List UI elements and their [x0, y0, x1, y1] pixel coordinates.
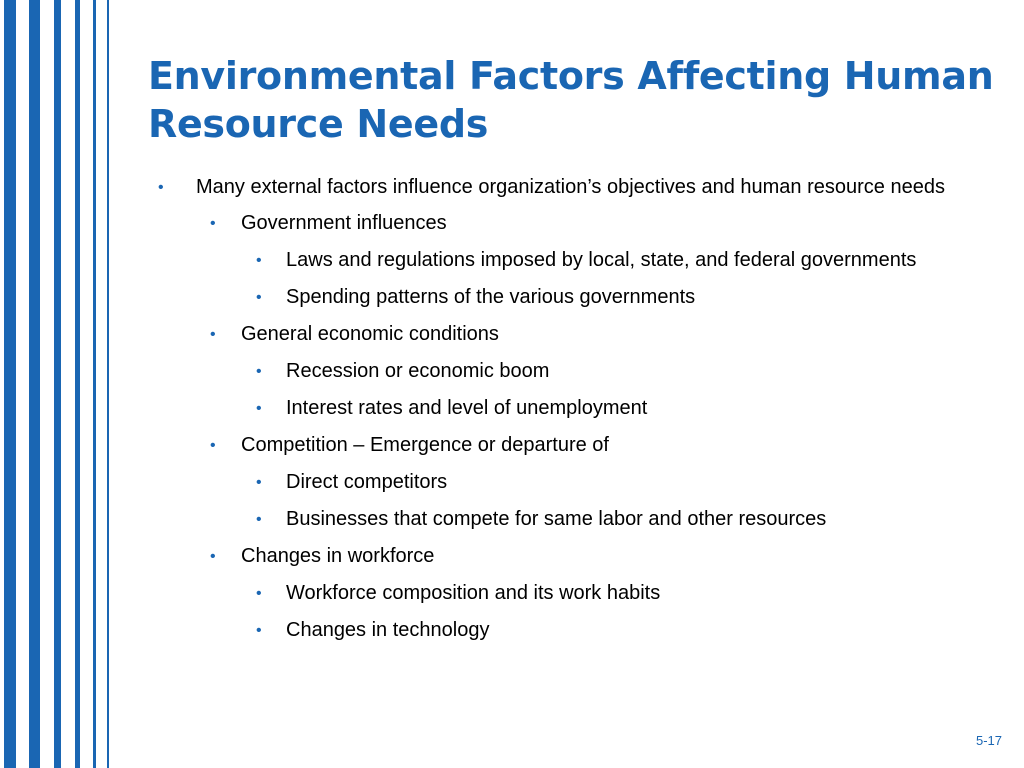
- bullet-text: Recession or economic boom: [286, 360, 550, 382]
- bullet-item: [155, 212, 955, 235]
- bullet-icon: •: [256, 289, 262, 306]
- bullet-text: Interest rates and level of unemployment: [286, 397, 648, 419]
- bullet-text: Laws and regulations imposed by local, state, and federal governments: [286, 249, 917, 271]
- bullet-item: [155, 508, 955, 531]
- slide-number: 5-17: [975, 733, 1002, 748]
- bullet-item: [155, 545, 955, 568]
- bullet-item: [155, 176, 955, 199]
- bullet-icon: •: [158, 179, 164, 196]
- bullet-item: [155, 471, 955, 494]
- bullet-item: [155, 360, 955, 383]
- bullet-text: Changes in technology: [286, 619, 490, 641]
- bullet-item: [155, 582, 955, 605]
- bullet-item: [155, 323, 955, 346]
- decorative-stripe: [29, 0, 40, 768]
- bullet-icon: •: [256, 622, 262, 639]
- bullet-list: [155, 176, 955, 656]
- bullet-item: [155, 286, 955, 309]
- bullet-text: Businesses that compete for same labor and other resources: [286, 508, 827, 530]
- decorative-stripe: [93, 0, 96, 768]
- slide-title: Environmental Factors Affecting Human Resource Needs: [148, 54, 994, 146]
- bullet-text: Government influences: [241, 212, 447, 234]
- bullet-text: Many external factors influence organization’s objectives and human resource needs: [196, 176, 945, 198]
- bullet-text: General economic conditions: [241, 323, 499, 345]
- bullet-icon: •: [210, 437, 216, 454]
- bullet-icon: •: [210, 326, 216, 343]
- bullet-text: Workforce composition and its work habits: [286, 582, 661, 604]
- bullet-icon: •: [256, 400, 262, 417]
- bullet-item: [155, 434, 955, 457]
- bullet-icon: •: [210, 215, 216, 232]
- decorative-stripe: [75, 0, 80, 768]
- bullet-icon: •: [256, 252, 262, 269]
- decorative-stripe: [54, 0, 61, 768]
- bullet-text: Direct competitors: [286, 471, 448, 493]
- bullet-item: [155, 619, 955, 642]
- bullet-icon: •: [256, 363, 262, 380]
- bullet-icon: •: [210, 548, 216, 565]
- decorative-stripe: [107, 0, 109, 768]
- bullet-text: Competition – Emergence or departure of: [241, 434, 609, 456]
- bullet-icon: •: [256, 585, 262, 602]
- bullet-item: [155, 397, 955, 420]
- bullet-icon: •: [256, 511, 262, 528]
- bullet-icon: •: [256, 474, 262, 491]
- bullet-item: [155, 249, 955, 272]
- bullet-text: Spending patterns of the various governments: [286, 286, 696, 308]
- bullet-text: Changes in workforce: [241, 545, 435, 567]
- decorative-stripe: [4, 0, 16, 768]
